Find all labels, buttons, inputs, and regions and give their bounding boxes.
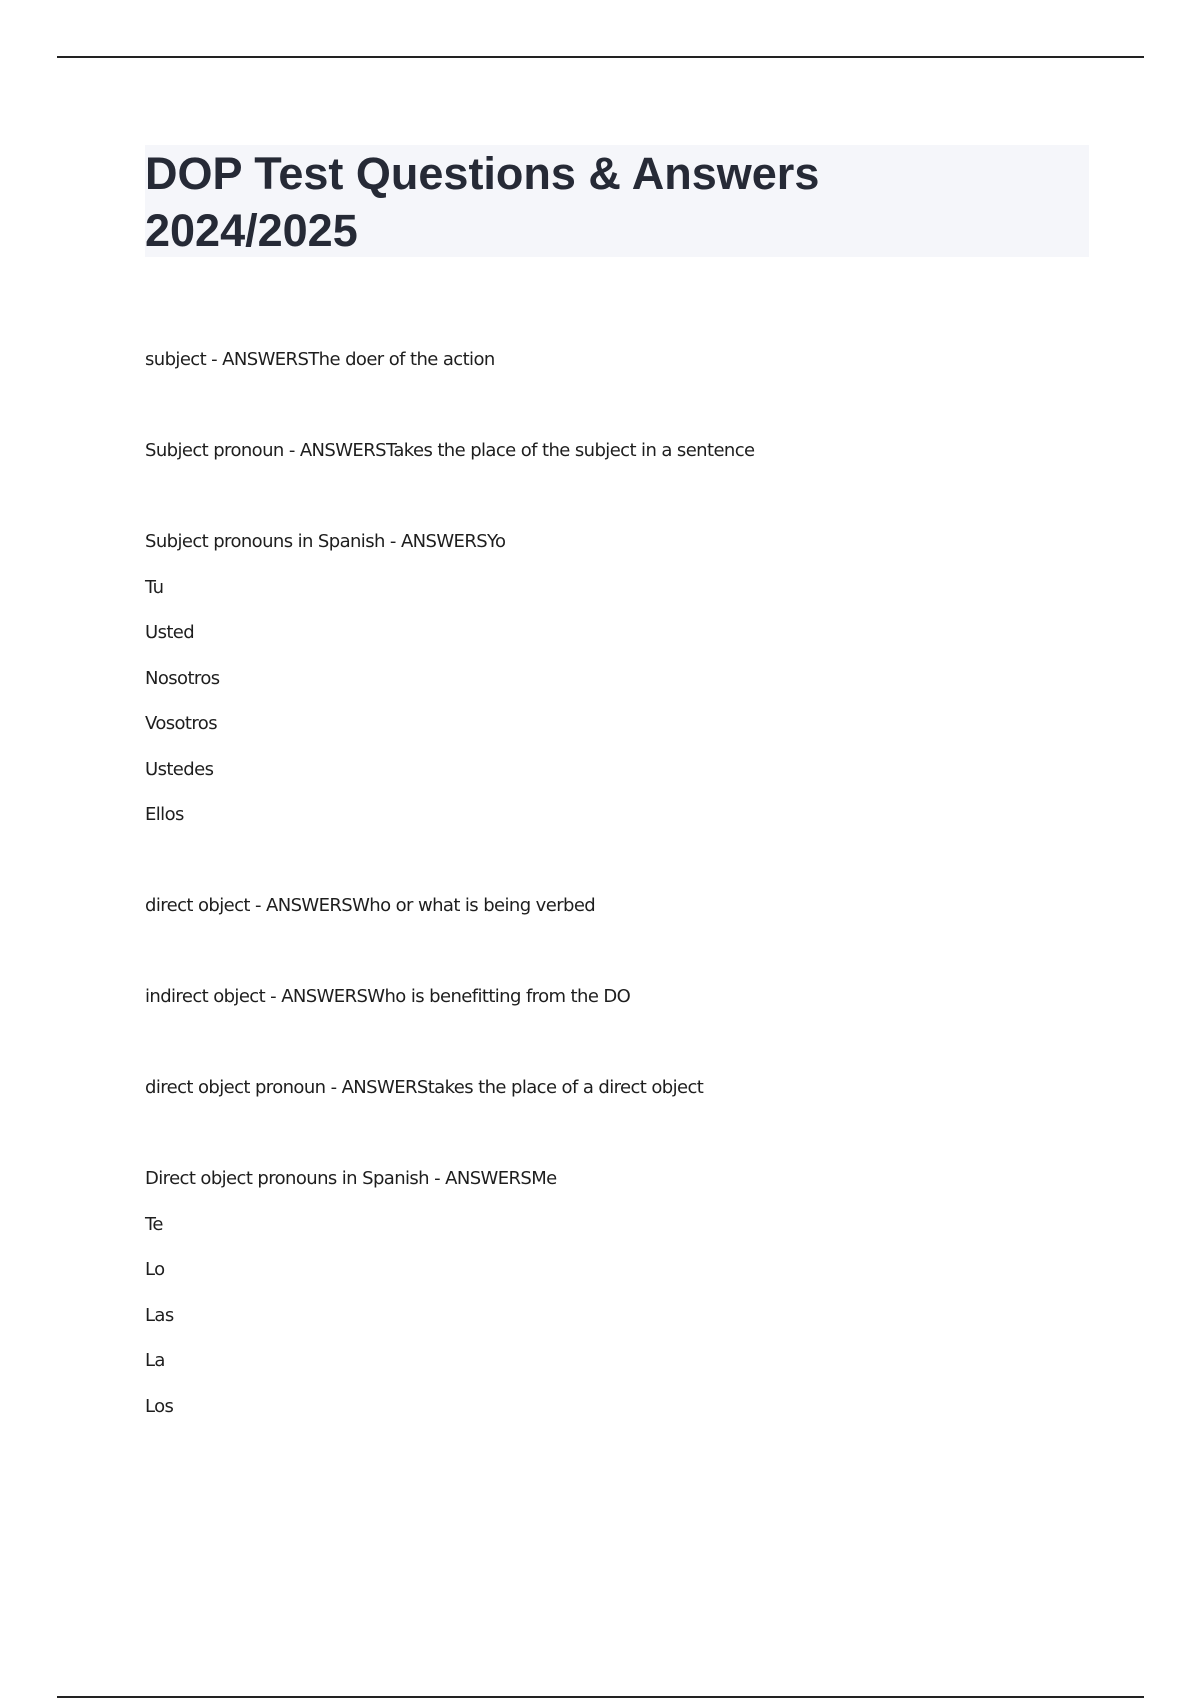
- qa-entry: direct object pronoun - ANSWERStakes the place of a direct object: [145, 1077, 704, 1098]
- answer-line: Ustedes: [145, 759, 214, 780]
- answer-line: Te: [145, 1214, 163, 1235]
- answer-line: Nosotros: [145, 668, 220, 689]
- qa-entry: direct object - ANSWERSWho or what is being verbed: [145, 895, 596, 916]
- title-banner: [145, 145, 1089, 257]
- answer-line: Tu: [145, 577, 164, 598]
- answer-line: Lo: [145, 1259, 165, 1280]
- qa-entry: subject - ANSWERSThe doer of the action: [145, 349, 495, 370]
- document-title: DOP Test Questions & Answers 2024/2025: [145, 148, 820, 256]
- answer-line: Los: [145, 1396, 174, 1417]
- header-rule: [57, 56, 1144, 58]
- qa-entry: Direct object pronouns in Spanish - ANSWERSMe: [145, 1168, 557, 1189]
- answer-line: Ellos: [145, 804, 184, 825]
- answer-line: Vosotros: [145, 713, 217, 734]
- qa-entry: indirect object - ANSWERSWho is benefitting from the DO: [145, 986, 631, 1007]
- qa-entry: Subject pronoun - ANSWERSTakes the place of the subject in a sentence: [145, 440, 755, 461]
- answer-line: La: [145, 1350, 165, 1371]
- qa-entry: Subject pronouns in Spanish - ANSWERSYo: [145, 531, 506, 552]
- answer-line: Usted: [145, 622, 195, 643]
- footer-rule: [57, 1696, 1144, 1698]
- answer-line: Las: [145, 1305, 174, 1326]
